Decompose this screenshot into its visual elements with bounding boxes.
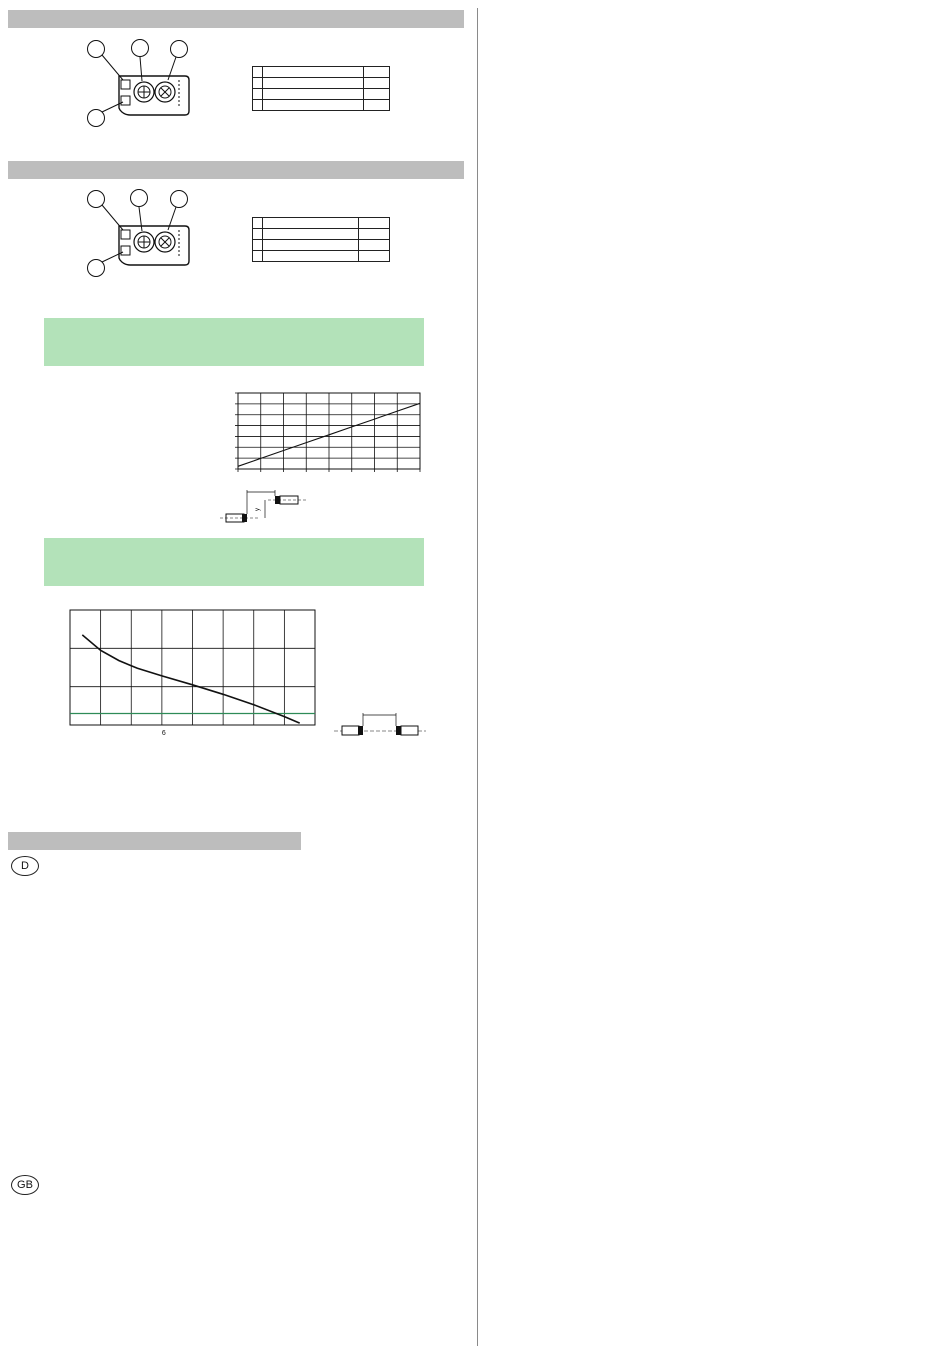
callout-circle xyxy=(171,41,188,58)
column-divider xyxy=(477,8,478,1346)
chart-2 xyxy=(68,609,316,739)
section-header-bar-2 xyxy=(8,161,464,179)
note-box-2 xyxy=(44,538,424,586)
sensor-connection-drawing-1 xyxy=(80,36,200,136)
section-header-bar-3 xyxy=(8,832,301,850)
offset-alignment-diagram xyxy=(220,487,310,527)
chart-1 xyxy=(230,390,425,472)
sensor-connection-drawing-2 xyxy=(80,186,200,286)
callout-circle xyxy=(132,40,149,57)
terminal-table-1 xyxy=(252,66,390,111)
language-marker-gb: GB xyxy=(11,1175,39,1195)
callout-circle xyxy=(88,41,105,58)
terminal-table-2 xyxy=(252,217,390,262)
callout-circle xyxy=(88,260,105,277)
callout-circle xyxy=(131,190,148,207)
distance-alignment-diagram xyxy=(334,710,426,740)
callout-circle xyxy=(88,110,105,127)
note-box-1 xyxy=(44,318,424,366)
language-marker-de: D xyxy=(11,856,39,876)
callout-circle xyxy=(88,191,105,208)
callout-circle xyxy=(171,191,188,208)
x-tick-label: 6 xyxy=(161,730,166,737)
svg-text:y: y xyxy=(255,508,261,511)
section-header-bar-1 xyxy=(8,10,464,28)
